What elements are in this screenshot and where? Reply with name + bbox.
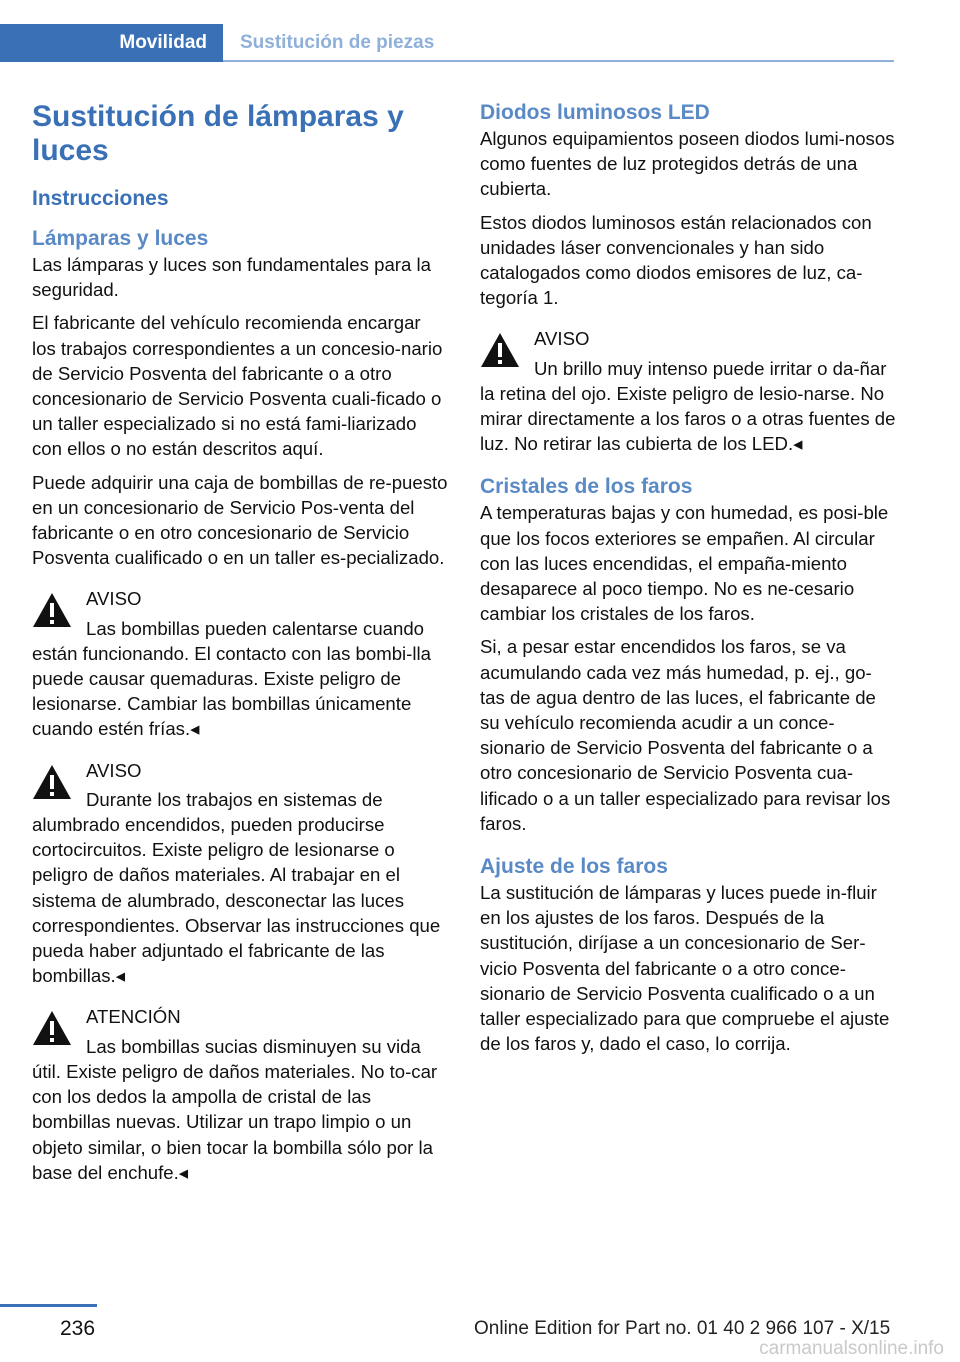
glass-heading: Cristales de los faros <box>480 475 693 499</box>
paragraph: Puede adquirir una caja de bombillas de re-puesto en un concesionario de Servicio Pos-venta del fabricante o en otro concesionario de Servicio Posventa cualificado o en un taller es-pecializado. <box>32 471 448 569</box>
warning-text: Las bombillas pueden calentarse cuando están funcionando. El contacto con las bombi-lla puede causar quemaduras. Existe peligro de lesionarse. Cambiar las bombillas únicamente cuando estén frías.◂ <box>32 617 431 740</box>
warning-text: Las bombillas sucias disminuyen su vida útil. Existe peligro de daños materiales. No to-car con los dedos la ampolla de cristal de las bombillas nuevas. Utilizar un trapo limpio o un objeto similar, o bien tocar la bombilla sólo por la base del enchufe.◂ <box>32 1035 438 1183</box>
warning-block <box>480 326 896 456</box>
led-heading: Diodos luminosos LED <box>480 101 710 124</box>
paragraph: Estos diodos luminosos están relacionados con unidades láser convencionales y han sido catalogados como diodos emisores de luz, ca-tegoría 1. <box>480 211 872 309</box>
warning-title: ATENCIÓN <box>86 1006 181 1028</box>
warning-block <box>32 1004 448 1184</box>
warning-block <box>32 586 448 741</box>
paragraph: El fabricante del vehículo recomienda encargar los trabajos correspondientes a un concesio-nario de Servicio Posventa del fabricante o a otro concesionario de Servicio Posventa cuali-ficado o un taller especializado si no está fami-liarizado con ellos o no están descritos aquí. <box>32 312 443 460</box>
paragraph: A temperaturas bajas y con humedad, es posi-ble que los focos exteriores se empañen. Al circular con las luces encendidas, el empaña-miento desaparece al poco tiempo. No es ne-cesario cambiar los cristales de los faros. <box>480 502 889 625</box>
warning-text: Un brillo muy intenso puede irritar o da-ñar la retina del ojo. Existe peligro de lesio-narse. No mirar directamente a los faros o a otras fuentes de luz. No retirar las cubierta de los LED.◂ <box>480 357 896 455</box>
lamps-heading: Lámparas y luces <box>32 227 209 250</box>
warning-title: AVISO <box>86 588 142 610</box>
warning-title: AVISO <box>534 328 590 350</box>
subsection-title: Sustitución de piezas <box>240 32 435 53</box>
warning-icon <box>32 592 72 628</box>
right-column <box>480 100 896 1065</box>
warning-text: Durante los trabajos en sistemas de alumbrado encendidos, pueden producirse cortocircuitos. Existe peligro de lesionarse o peligro de daños materiales. Al trabajar en el sistema de alumbrado, desconectar las luces correspondientes. Observar las instrucciones que pueda haber adjuntado el fabricante de las bombillas.◂ <box>32 788 441 987</box>
warning-icon <box>32 764 72 800</box>
paragraph: Las lámparas y luces son fundamentales para la seguridad. <box>32 254 431 301</box>
warning-icon <box>32 1010 72 1046</box>
section-tab: Movilidad <box>0 24 223 62</box>
watermark: carmanualsonline.info <box>759 1338 944 1359</box>
edition-note: Online Edition for Part no. 01 40 2 966 107 - X/15 <box>474 1318 891 1339</box>
page-title: Sustitución de lámparas y luces <box>32 100 404 167</box>
paragraph: La sustitución de lámparas y luces puede in-fluir en los ajustes de los faros. Después de la sustitución, diríjase a un concesionario de Ser-vicio Posventa del fabricante o a otro conce-sionario de Servicio Posventa cualificado o a un taller especializado para que compruebe el ajuste de los faros y, dado el caso, lo corrija. <box>480 882 890 1055</box>
paragraph: Algunos equipamientos poseen diodos lumi-nosos como fuentes de luz protegidos detrás de una cubierta. <box>480 128 895 200</box>
paragraph: Si, a pesar estar encendidos los faros, se va acumulando cada vez más humedad, p. ej., go-tas de agua dentro de las luces, el fabricante de su vehículo recomienda acudir a un conce-sionario de Servicio Posventa del fabricante o a otro concesionario de Servicio Posventa cua-lificado o a un taller especializado para revisar los faros. <box>480 636 891 834</box>
left-column <box>32 100 448 1195</box>
header-rule <box>223 60 894 62</box>
page-header <box>0 24 894 62</box>
warning-block <box>32 758 448 989</box>
warning-title: AVISO <box>86 759 142 781</box>
page-number: 236 <box>60 1317 96 1340</box>
adjust-heading: Ajuste de los faros <box>480 855 668 879</box>
instructions-heading: Instrucciones <box>32 187 169 210</box>
warning-icon <box>480 332 520 368</box>
footer-rule <box>0 1304 97 1307</box>
